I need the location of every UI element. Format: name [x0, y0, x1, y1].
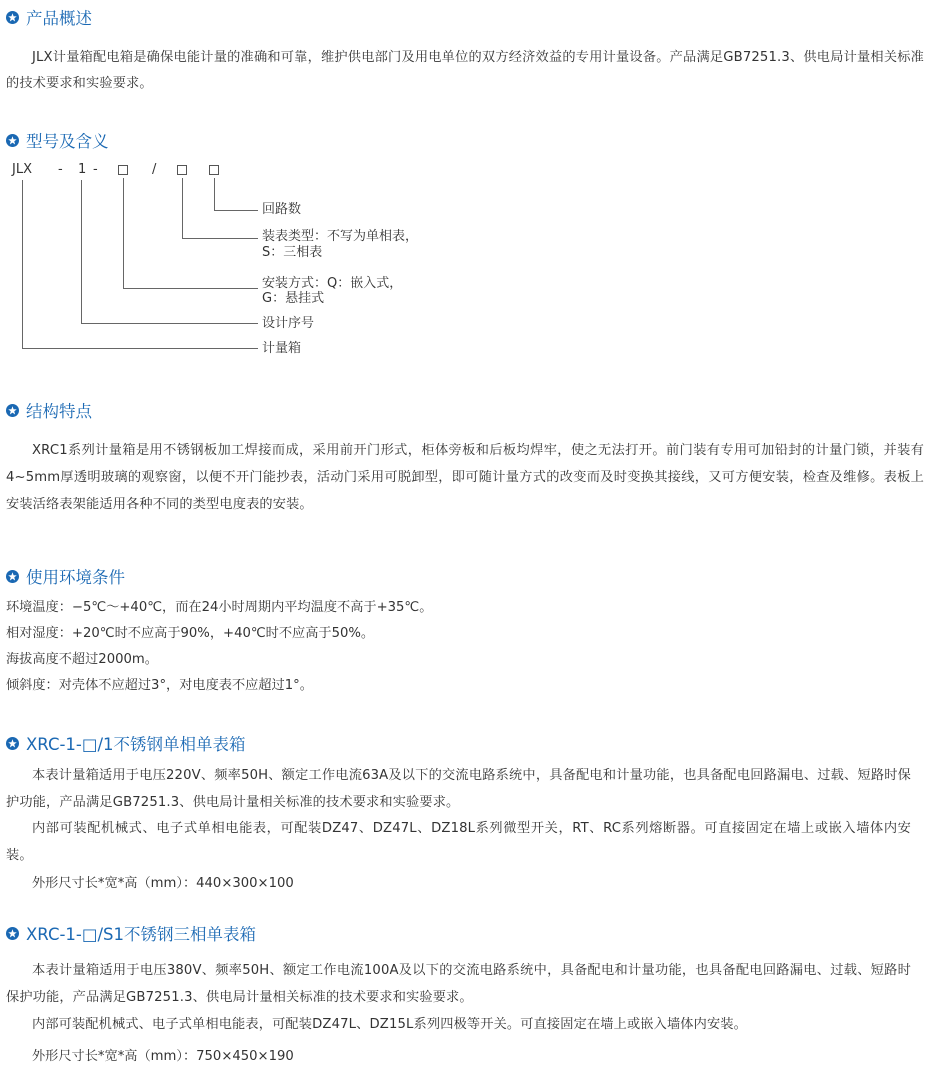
- section-title: XRC-1-□/1不锈钢单相单表箱: [26, 735, 246, 754]
- three-phase-paragraph-1: 本表计量箱适用于电压380V、频率50H、额定工作电流100A及以下的交流电路系统中，具备配电和计量功能，也具备配电回路漏电、过载、短路时保护功能，产品满足GB7251.3、供电局计量相关标准的技术要求和实验要求。: [6, 963, 911, 1005]
- leader-line: [123, 288, 258, 289]
- model-code-dash: -: [58, 162, 63, 177]
- section-heading-model: [6, 129, 109, 151]
- placeholder-box: [209, 165, 219, 175]
- single-phase-paragraph-2: 内部可装配机械式、电子式单相电能表，可配装DZ47、DZ47L、DZ18L系列微型开关，RT、RC系列熔断器。可直接固定在墙上或嵌入墙体内安装。: [6, 821, 911, 863]
- model-code-design: 1: [78, 162, 87, 177]
- star-badge-icon: [6, 927, 19, 940]
- star-badge-icon: [6, 404, 19, 417]
- star-badge-icon: [6, 134, 19, 147]
- model-code-prefix: JLX: [12, 162, 32, 177]
- single-phase-dimensions: 外形尺寸长*宽*高（mm）：440×300×100: [32, 876, 294, 891]
- section-title: 使用环境条件: [26, 568, 125, 587]
- label-design-no: 设计序号: [262, 316, 315, 331]
- three-phase-dimensions: 外形尺寸长*宽*高（mm）：750×450×190: [32, 1049, 294, 1064]
- env-altitude: 海拔高度不超过2000m。: [6, 652, 158, 667]
- overview-paragraph: JLX计量箱配电箱是确保电能计量的准确和可靠，维护供电部门及用电单位的双方经济效益的专用计量设备。产品满足GB7251.3、供电局计量相关标准的技术要求和实验要求。: [6, 50, 924, 91]
- label-circuits: 回路数: [262, 202, 302, 217]
- leader-line: [81, 323, 258, 324]
- section-heading-single-phase: [6, 732, 246, 754]
- section-title: 产品概述: [26, 9, 92, 28]
- star-badge-icon: [6, 570, 19, 583]
- env-humidity: 相对湿度：+20℃时不应高于90%，+40℃时不应高于50%。: [6, 626, 375, 641]
- leader-line: [22, 180, 23, 348]
- leader-line: [214, 178, 215, 210]
- env-inclination: 倾斜度：对壳体不应超过3°，对电度表不应超过1°。: [6, 678, 313, 693]
- star-badge-icon: [6, 737, 19, 750]
- label-meter-type: 装表类型：不写为单相表，: [262, 229, 419, 244]
- env-temperature: 环境温度：−5℃～+40℃，而在24小时周期内平均温度不高于+35℃。: [6, 600, 433, 615]
- section-title: 结构特点: [26, 402, 92, 421]
- leader-line: [182, 178, 183, 238]
- structure-paragraph: XRC1系列计量箱是用不锈钢板加工焊接而成，采用前开门形式，柜体旁板和后板均焊牢，使之无法打开。前门装有专用可加铅封的计量门锁，并装有4~5mm厚透明玻璃的观察窗，以便不开门能抄表，活动门采用可脱卸型，即可随计量方式的改变而及时变换其接线，又可方便安装，检查及维修。表板上安装活络表架能适用各种不同的类型电度表的安装。: [6, 443, 924, 512]
- leader-line: [22, 348, 258, 349]
- three-phase-paragraph-2: 内部可装配机械式、电子式单相电能表，可配装DZ47L、DZ15L系列四极等开关。可直接固定在墙上或嵌入墙体内安装。: [32, 1017, 747, 1032]
- section-heading-structure: [6, 399, 92, 421]
- label-meter-type-s: S：三相表: [262, 245, 323, 260]
- leader-line: [214, 210, 258, 211]
- label-box: 计量箱: [262, 341, 302, 356]
- label-install: 安装方式：Q：嵌入式，: [262, 276, 403, 291]
- placeholder-box: [118, 165, 128, 175]
- leader-line: [182, 238, 258, 239]
- label-install-g: G：悬挂式: [262, 291, 325, 306]
- star-badge-icon: [6, 11, 19, 24]
- leader-line: [81, 180, 82, 323]
- model-code-dash: -: [93, 162, 98, 177]
- leader-line: [123, 178, 124, 288]
- model-code-slash: /: [152, 162, 157, 177]
- section-heading-overview: [6, 6, 92, 28]
- single-phase-paragraph-1: 本表计量箱适用于电压220V、频率50H、额定工作电流63A及以下的交流电路系统中，具备配电和计量功能，也具备配电回路漏电、过载、短路时保护功能，产品满足GB7251.3、供电局计量相关标准的技术要求和实验要求。: [6, 768, 911, 810]
- section-heading-three-phase: [6, 922, 256, 944]
- section-title: 型号及含义: [26, 132, 109, 151]
- section-heading-environment: [6, 565, 125, 587]
- section-title: XRC-1-□/S1不锈钢三相单表箱: [26, 925, 256, 944]
- placeholder-box: [177, 165, 187, 175]
